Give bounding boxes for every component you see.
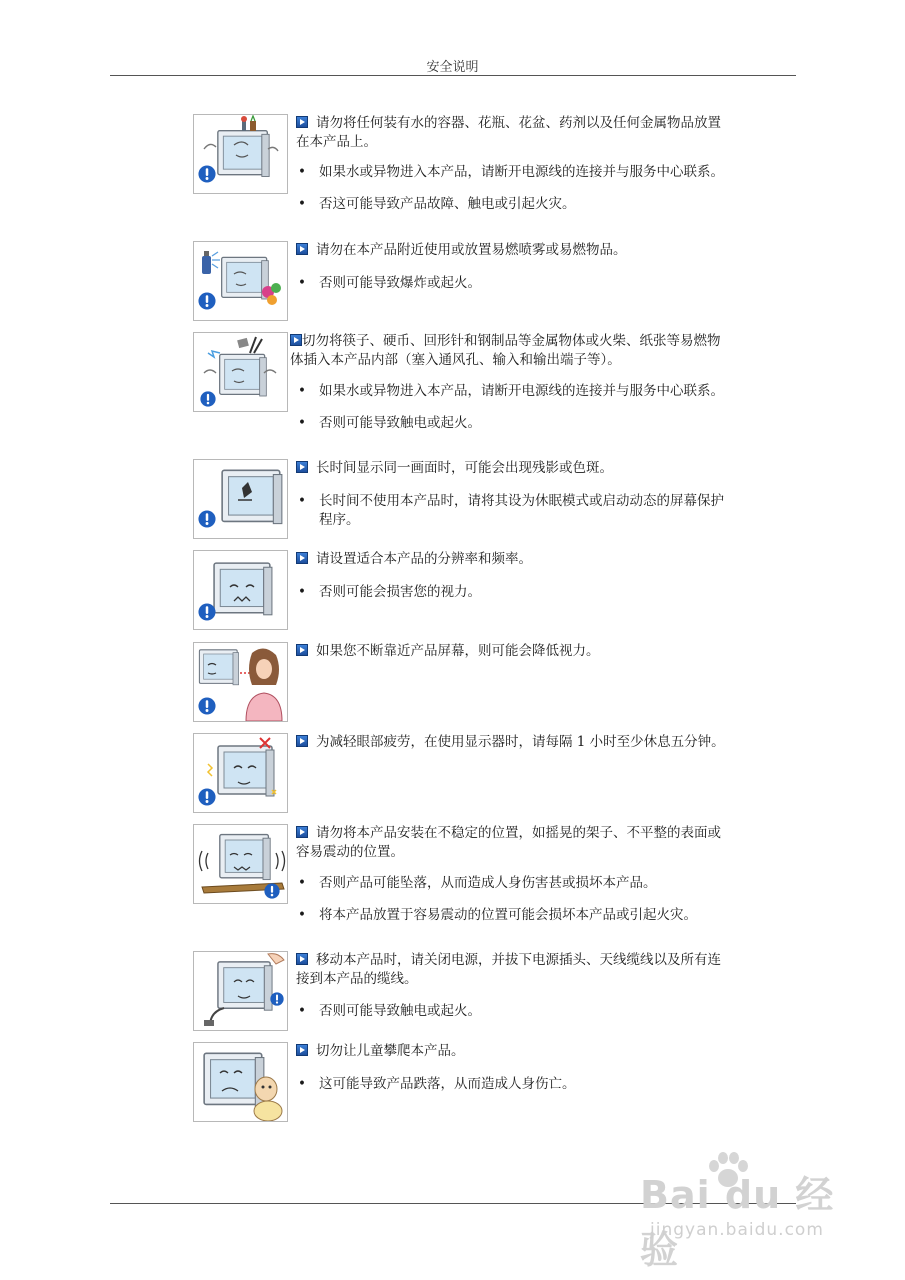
section-main-text: 请勿将本产品安装在不稳定的位置，如摇晃的架子、不平整的表面或容易震动的位置。 — [296, 825, 721, 860]
section-bullet-text: 否则产品可能坠落，从而造成人身伤害甚或损坏本产品。 — [319, 875, 657, 891]
watermark-logo-text: Bai du 经验 — [640, 1173, 835, 1272]
section-bullet-text: 这可能导致产品跌落，从而造成人身伤亡。 — [319, 1076, 576, 1092]
monitor-metal-objects-icon — [193, 332, 288, 412]
section-bullet-text: 如果水或异物进入本产品，请断开电源线的连接并与服务中心联系。 — [319, 383, 724, 399]
arrow-bullet-icon — [296, 953, 308, 965]
monitor-eye-fatigue-icon — [193, 733, 288, 813]
header-divider — [110, 75, 796, 76]
monitor-unstable-surface-icon — [193, 824, 288, 904]
page-header-title: 安全说明 — [426, 60, 479, 75]
watermark-url: jingyan.baidu.com — [650, 1220, 824, 1240]
monitor-viewing-distance-icon — [193, 642, 288, 722]
section-main-text: 长时间显示同一画面时，可能会出现残影或色斑。 — [316, 460, 613, 476]
monitor-resolution-icon — [193, 550, 288, 630]
section-bullet-text: 否则可能导致触电或起火。 — [319, 415, 481, 431]
monitor-child-climbing-icon — [193, 1042, 288, 1122]
arrow-bullet-icon — [296, 243, 308, 255]
arrow-bullet-icon — [296, 116, 308, 128]
section-main-text: 请勿在本产品附近使用或放置易燃喷雾或易燃物品。 — [316, 242, 627, 258]
section-bullet-text: 将本产品放置于容易震动的位置可能会损坏本产品或引起火灾。 — [319, 907, 697, 923]
section-bullet-text: 如果水或异物进入本产品，请断开电源线的连接并与服务中心联系。 — [319, 164, 724, 180]
arrow-bullet-icon — [296, 461, 308, 473]
section-bullet-text: 否则可能会损害您的视力。 — [319, 584, 481, 600]
arrow-bullet-icon — [296, 552, 308, 564]
section-bullet-text: 否则可能导致触电或起火。 — [319, 1003, 481, 1019]
section-main-text: 请设置适合本产品的分辨率和频率。 — [316, 551, 532, 567]
section-main-text: 切勿让儿童攀爬本产品。 — [316, 1043, 465, 1059]
monitor-with-vase-icon — [193, 114, 288, 194]
arrow-bullet-icon — [296, 826, 308, 838]
section-main-text: 切勿将筷子、硬币、回形针和钢制品等金属物体或火柴、纸张等易燃物体插入本产品内部（塞入通风孔、输入和输出端子等）。 — [290, 333, 721, 368]
section-bullet-text: 否则可能导致爆炸或起火。 — [319, 275, 481, 291]
section-bullet-text: 长时间不使用本产品时，请将其设为休眠模式或启动动态的屏幕保护程序。 — [319, 493, 724, 528]
section-main-text: 如果您不断靠近产品屏幕，则可能会降低视力。 — [316, 643, 600, 659]
monitor-unplug-cables-icon — [193, 951, 288, 1031]
section-bullet-text: 否这可能导致产品故障、触电或引起火灾。 — [319, 196, 576, 212]
arrow-bullet-icon — [296, 1044, 308, 1056]
section-main-text: 请勿将任何装有水的容器、花瓶、花盆、药剂以及任何金属物品放置在本产品上。 — [296, 115, 721, 150]
arrow-bullet-icon — [290, 334, 302, 346]
monitor-flammable-spray-icon — [193, 241, 288, 321]
section-main-text: 移动本产品时，请关闭电源，并拔下电源插头、天线缆线以及所有连接到本产品的缆线。 — [296, 952, 721, 987]
arrow-bullet-icon — [296, 644, 308, 656]
section-main-text: 为减轻眼部疲劳，在使用显示器时，请每隔 1 小时至少休息五分钟。 — [316, 734, 725, 750]
arrow-bullet-icon — [296, 735, 308, 747]
baidu-jingyan-watermark — [640, 1150, 860, 1272]
monitor-static-image-icon — [193, 459, 288, 539]
